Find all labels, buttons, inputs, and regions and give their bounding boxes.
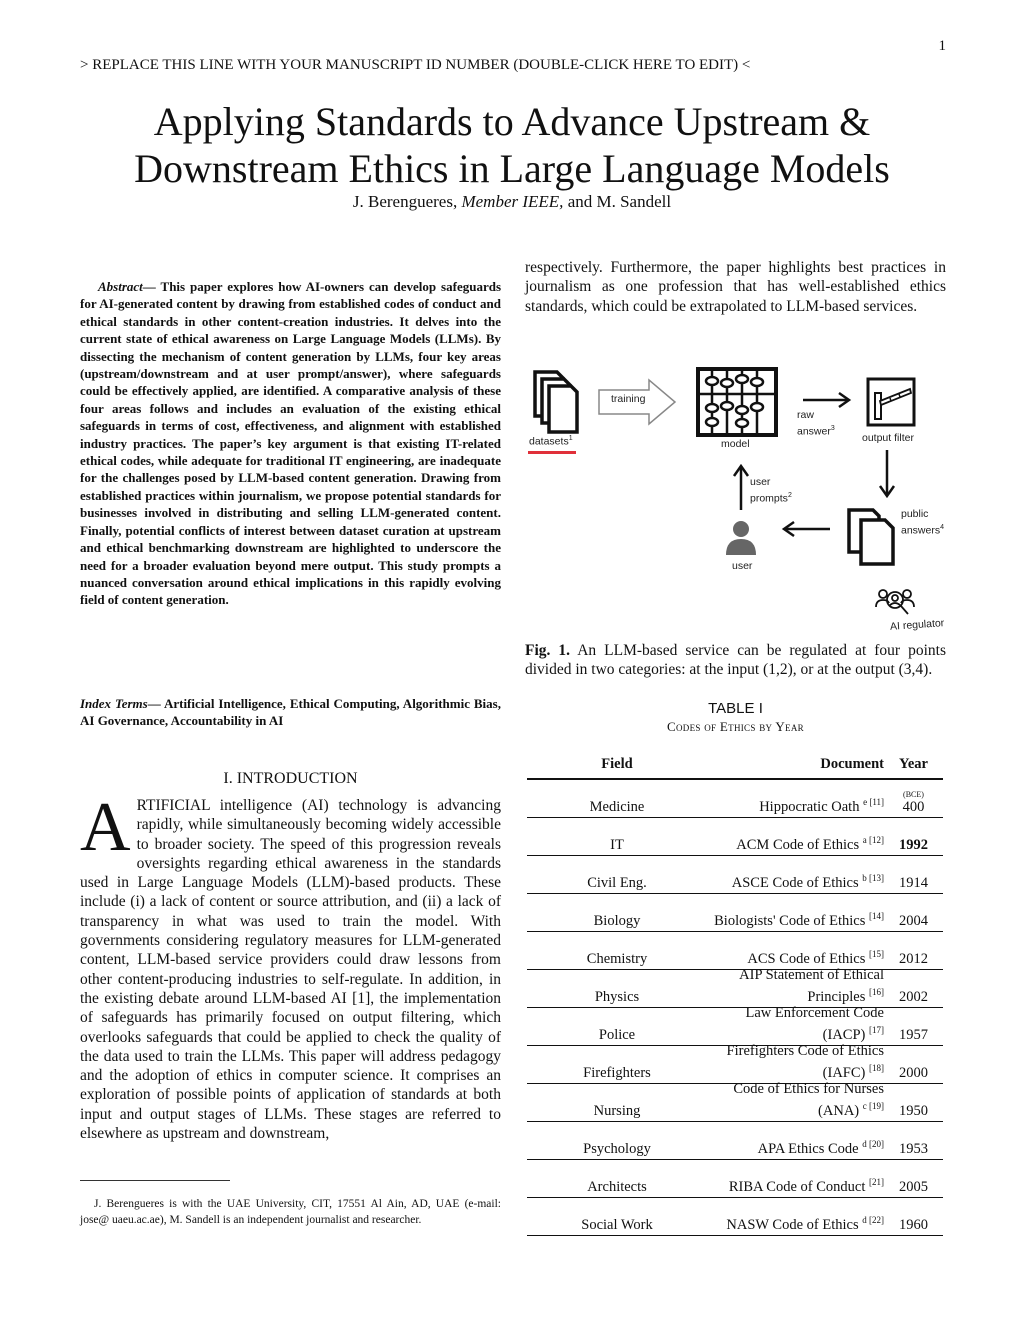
datasets-documents-icon xyxy=(533,370,581,436)
cell-year xyxy=(884,837,943,854)
table-row xyxy=(527,1043,943,1084)
cell-year xyxy=(884,913,943,930)
datasets-underline xyxy=(528,451,576,454)
year-value: 2002 xyxy=(899,989,928,1005)
table-row xyxy=(527,967,943,1008)
cell-year xyxy=(884,1065,943,1082)
table-row xyxy=(527,932,943,970)
authors-second: and M. Sandell xyxy=(567,192,672,211)
cell-document xyxy=(707,832,884,854)
document-reference: a [12] xyxy=(862,835,884,846)
cell-document xyxy=(707,1212,884,1234)
header-field: Field xyxy=(601,756,633,772)
cell-field: Police xyxy=(598,1027,636,1043)
author-line xyxy=(0,192,1024,212)
model-abacus-icon xyxy=(695,366,779,438)
table-row xyxy=(527,1005,943,1046)
year-value: 400 xyxy=(902,799,925,815)
cell-document xyxy=(707,870,884,892)
table-row xyxy=(527,1198,943,1236)
year-value: 2005 xyxy=(899,1179,928,1195)
cell-year xyxy=(884,875,943,892)
index-terms-text: Artificial Intelligence, Ethical Computing, Algorithmic Bias, AI Governance, Accountability in AI xyxy=(80,696,501,729)
figure-caption-label: Fig. 1. xyxy=(525,642,571,659)
year-value: 1957 xyxy=(899,1027,928,1043)
year-value: 2012 xyxy=(899,951,928,967)
document-reference: [18] xyxy=(869,1063,884,1074)
raw-answer-label: raw answer$^3$ xyxy=(797,409,835,438)
cell-document xyxy=(707,1136,884,1158)
document-name: NASW Code of Ethics xyxy=(726,1217,859,1233)
ai-regulator-people-search-icon xyxy=(875,585,915,619)
year-value: 1960 xyxy=(899,1217,928,1233)
table-row xyxy=(527,894,943,932)
document-name: ACS Code of Ethics xyxy=(747,951,866,967)
abstract-text: This paper explores how AI-owners can develop safeguards for AI-generated content by drawing from established codes of conduct and ethical standards in other content-creation industries. It delves into the current state of ethical awareness on Large Language Models (LLMs). By dissecting the mechanism of content generation by LLMs, four key areas (upstream/downstream and at user prompt/answer), where safeguards could be effectively applied, are identified. A comparative analysis of these four areas follows and includes an evaluation of the existing ethical safeguards in terms of cost, effectiveness, and alignment with established industry practices. The paper’s key argument is that existing IT-related ethical codes, while adequate for traditional IT engineering, are inadequate for the challenges posed by LLM-based content generation. Drawing from established practices within journalism, we propose potential standards for businesses involved in distributing and selling LLM-generated content. Finally, potential conflicts of interest between dataset curation at upstream and ethical benchmarking downstream are highlighted to underscore the need for a broader evaluation beyond mere output. This study prompts a nuanced conversation around ethical implications in this rapidly evolving field of content generation. xyxy=(80,279,501,608)
document-reference: [15] xyxy=(869,949,884,960)
cell-document xyxy=(707,1005,884,1044)
table-caption: Codes of Ethics by Year xyxy=(667,719,804,734)
document-reference: [17] xyxy=(869,1025,884,1036)
cell-document xyxy=(707,946,884,968)
figure-caption-text: An LLM-based service can be regulated at four points divided in two categories: at the input (1,2), or at the output (3,4). xyxy=(525,642,946,679)
document-name: Law Enforcement Code (IACP) xyxy=(745,1005,884,1043)
cell-document xyxy=(707,794,884,816)
year-value: 1950 xyxy=(899,1103,928,1119)
year-era-note: (BCE) xyxy=(903,790,924,799)
document-reference: e [11] xyxy=(863,797,884,808)
document-name: ACM Code of Ethics xyxy=(736,837,860,853)
cell-document xyxy=(707,908,884,930)
table-row xyxy=(527,1160,943,1198)
paper-title xyxy=(0,98,1024,192)
document-name: Code of Ethics for Nurses (ANA) xyxy=(733,1081,884,1119)
training-label: training xyxy=(611,393,646,405)
introduction-text: RTIFICIAL intelligence (AI) technology is advancing rapidly, while simultaneously becoming widely accessible to broader society. The speed of this progression reveals oversights regarding ethical awareness in the standards used in Large Language Models (LLM)-based products. These include (i) a lack of content or source attribution, and (ii) a lack of transparency in what was used to train the model. With governments considering regulatory measures for LLM-generated content, LLM-based service providers could draw lessons from other content-producing industries to self-regulate. In addition, in the existing debate around LLM-based AI [1], the implementation of safeguards has primarily focused on output filtering, which overlooks safeguards that could be applied to check the quality of the data used to train the LLMs. This paper will address pedagogy and the adoption of ethics in computer science. It comprises an exploration of possible points of application of standards at both input and output stages of LLMs. These stages are referred to elsewhere as upstream and downstream, xyxy=(80,797,501,1143)
document-name: ASCE Code of Ethics xyxy=(731,875,859,891)
cell-field: Medicine xyxy=(589,799,645,815)
table-body xyxy=(527,780,943,1236)
introduction-body xyxy=(80,789,501,1143)
user-person-icon xyxy=(725,520,757,556)
page-number: 1 xyxy=(938,38,946,54)
table-row xyxy=(527,1122,943,1160)
abstract-dash: — xyxy=(142,279,161,294)
document-name: Biologists' Code of Ethics xyxy=(714,913,866,929)
year-value: 1914 xyxy=(899,875,928,891)
document-name: APA Ethics Code xyxy=(757,1141,859,1157)
title-line-2: Downstream Ethics in Large Language Models xyxy=(134,146,890,191)
cell-document xyxy=(707,1043,884,1082)
public-answers-documents-icon xyxy=(847,508,897,566)
codes-of-ethics-table xyxy=(527,756,943,1236)
raw-answer-arrow-icon xyxy=(803,390,853,410)
document-reference: [21] xyxy=(869,1177,884,1188)
cell-year xyxy=(884,1141,943,1158)
abstract xyxy=(80,278,501,609)
cell-field: Architects xyxy=(587,1179,647,1195)
table-row xyxy=(527,856,943,894)
section-heading-introduction: I. INTRODUCTION xyxy=(223,770,358,787)
document-reference: d [22] xyxy=(862,1215,884,1226)
year-value: 1953 xyxy=(899,1141,928,1157)
document-reference: b [13] xyxy=(862,873,884,884)
output-filter-barrier-icon xyxy=(866,377,916,427)
cell-year xyxy=(884,1179,943,1196)
index-terms-label: Index Terms xyxy=(80,696,148,711)
document-name: RIBA Code of Conduct xyxy=(728,1179,866,1195)
authors-role: Member IEEE, xyxy=(461,192,564,211)
user-label: user xyxy=(732,560,753,572)
figure-1-diagram xyxy=(525,362,955,637)
document-reference: c [19] xyxy=(862,1101,884,1112)
output-filter-label: output filter xyxy=(862,432,914,444)
introduction-continued: respectively. Furthermore, the paper highlights best practices in journalism as one profession that has well-established ethics standards, which could be extrapolated to LLM-based services. xyxy=(525,259,946,315)
cell-year xyxy=(884,951,943,968)
manuscript-id-line[interactable]: > REPLACE THIS LINE WITH YOUR MANUSCRIPT ID NUMBER (DOUBLE-CLICK HERE TO EDIT) < xyxy=(80,57,751,73)
document-name: AIP Statement of Ethical Principles xyxy=(739,967,884,1005)
figure-1-caption xyxy=(525,641,946,680)
author-affiliation-footnote: J. Berengueres is with the UAE University, CIT, 17551 Al Ain, AD, UAE (e-mail: jose@ uaeu.ac.ae), M. Sandell is an independent journalist and researcher. xyxy=(80,1198,501,1226)
header-document: Document xyxy=(820,756,884,772)
cell-year xyxy=(884,989,943,1006)
user-to-model-arrow-icon xyxy=(731,464,751,510)
public-to-user-arrow-icon xyxy=(780,519,830,539)
year-value: 2004 xyxy=(899,913,928,929)
cell-field: Social Work xyxy=(581,1217,653,1233)
table-row xyxy=(527,1081,943,1122)
cell-year xyxy=(884,790,943,816)
table-row xyxy=(527,818,943,856)
cell-year xyxy=(884,1217,943,1234)
index-terms-dash: — xyxy=(147,696,164,711)
year-value: 1992 xyxy=(899,837,928,853)
ai-regulator-label: AI regulator xyxy=(889,617,945,633)
table-header-row xyxy=(527,756,943,780)
cell-document xyxy=(707,967,884,1006)
public-answers-label: public answers$^4$ xyxy=(901,508,945,537)
cell-field: Civil Eng. xyxy=(587,875,647,891)
document-reference: [14] xyxy=(869,911,884,922)
title-line-1: Applying Standards to Advance Upstream & xyxy=(153,99,871,144)
cell-field: IT xyxy=(610,837,624,853)
authors-first: J. Berengueres, xyxy=(352,192,458,211)
cell-year xyxy=(884,1103,943,1120)
document-name: Firefighters Code of Ethics (IAFC) xyxy=(726,1043,884,1081)
footnote-divider xyxy=(80,1180,230,1181)
cell-field: Firefighters xyxy=(583,1065,651,1081)
document-reference: [16] xyxy=(869,987,884,998)
table-number: TABLE I xyxy=(708,700,763,717)
cell-document xyxy=(707,1174,884,1196)
index-terms xyxy=(80,695,501,730)
abstract-label: Abstract xyxy=(98,279,143,294)
cell-field: Biology xyxy=(593,913,641,929)
user-prompts-label: user prompts$^2$ xyxy=(750,476,792,505)
filter-to-public-arrow-icon xyxy=(877,450,897,498)
cell-field: Chemistry xyxy=(586,951,648,967)
year-value: 2000 xyxy=(899,1065,928,1081)
header-year: Year xyxy=(899,756,928,772)
datasets-label: datasets$^1$ xyxy=(529,435,573,448)
cell-year xyxy=(884,1027,943,1044)
drop-cap: A xyxy=(80,789,131,866)
table-row xyxy=(527,780,943,818)
cell-field: Nursing xyxy=(593,1103,641,1119)
document-name: Hippocratic Oath xyxy=(759,799,860,815)
document-reference: d [20] xyxy=(862,1139,884,1150)
cell-field: Psychology xyxy=(583,1141,651,1157)
model-label: model xyxy=(721,438,750,450)
cell-field: Physics xyxy=(594,989,640,1005)
cell-document xyxy=(707,1081,884,1120)
